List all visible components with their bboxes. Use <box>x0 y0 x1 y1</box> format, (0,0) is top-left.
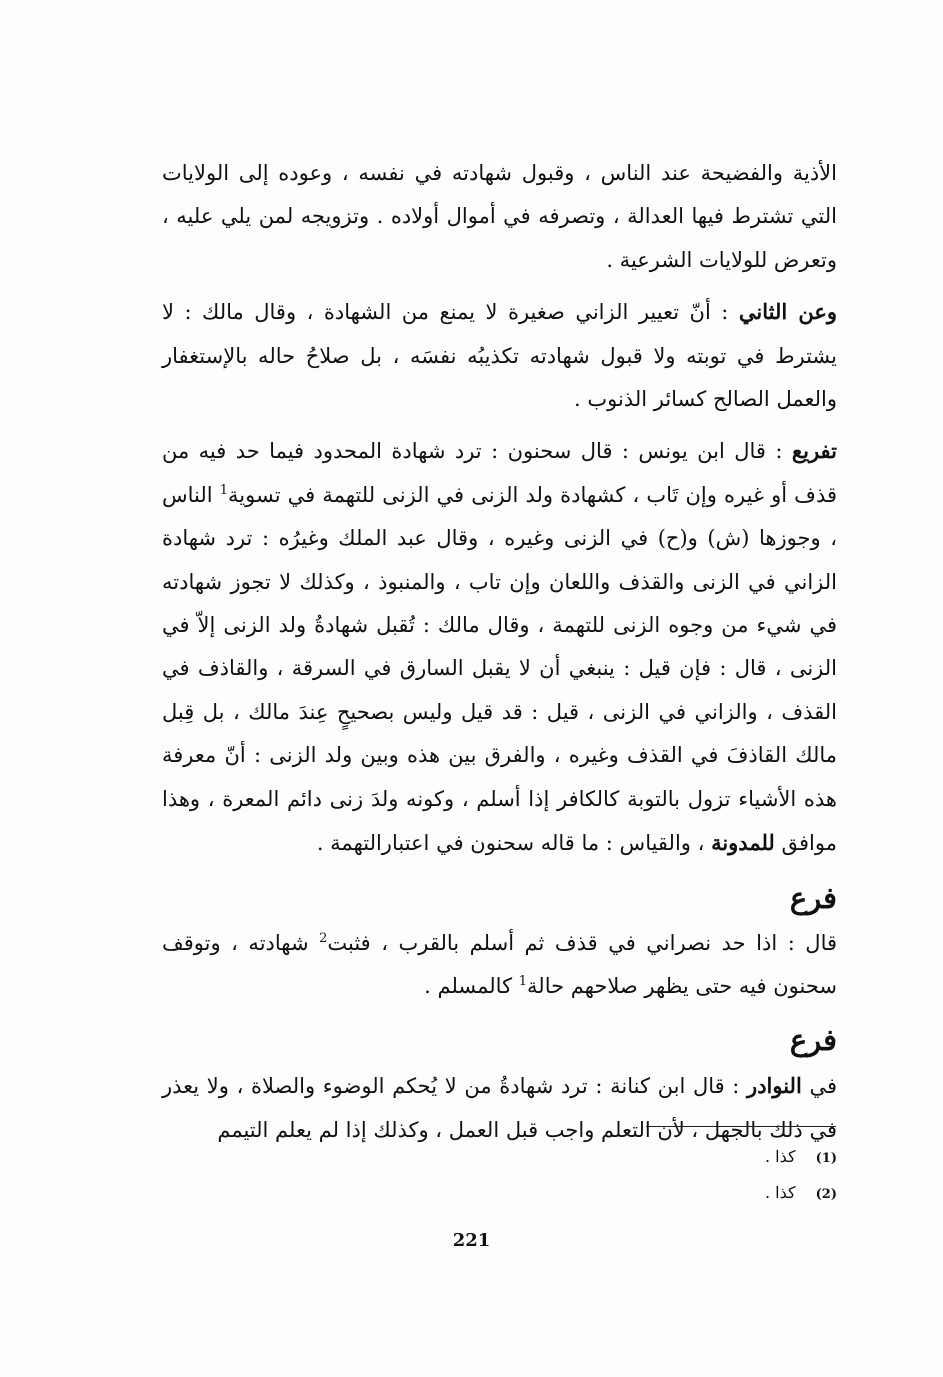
footnote-ref-1: 1 <box>219 482 229 498</box>
paragraph-5-lead: النوادر <box>747 1073 802 1099</box>
paragraph-4-text-b: شهادته ، وتوقف سحنون فيه حتى يظهر صلاحهم حالة <box>162 930 837 998</box>
paragraph-2-lead: وعن الثاني <box>738 299 837 325</box>
paragraph-4-text-c: كالمسلم . <box>424 973 519 998</box>
page-number: 221 <box>452 1230 491 1251</box>
footnote-ref-1b: 1 <box>518 973 528 989</box>
footnote-2-text: كذا . <box>765 1183 796 1202</box>
paragraph-5-prefix: في <box>801 1074 837 1099</box>
footnote-2 <box>600 1176 837 1212</box>
paragraph-3-bold-word: للمدونة <box>711 830 775 856</box>
paragraph-3-lead: تفريع <box>791 438 837 464</box>
section-heading-2: فرع <box>789 1023 837 1058</box>
footnote-1 <box>600 1140 837 1176</box>
footnote-1-number: (1) <box>815 1151 837 1166</box>
paragraph-1-text: الأذية والفضيحة عند الناس ، وقبول شهادته في نفسه ، وعوده إلى الولايات التي تشترط فيها العدالة ، وتصرفه في أموال أولاده . وتزويجه لمن يلي عليه ، وتعرض للولايات الشرعية . <box>162 161 837 272</box>
paragraph-3-text-b: الناس ، وجوزها (ش) و(ح) في الزنى وغيره ، وقال عبد الملك وغيرُه : ترد شهادة الزاني في الزنى والقذف واللعان وإن تاب ، والمنبوذ ، وكذلك لا تجوز شهادته في شيء من وجوه الزنى للتهمة ، وقال مالك : تُقبل شهادةُ ولد الزنى إلاّ في الزنى ، قال : فإن قيل : ينبغي أن لا يقبل السارق في السرقة ، والقاذف في القذف ، والزاني في الزنى ، قيل : قد قيل وليس بصحيحٍ عِندَ مالك ، بل قِبل مالك القاذفَ في القذف وغيره ، والفرق بين هذه وبين ولد الزنى : أنّ معرفة هذه الأشياء تزول بالتوبة كالكافر إذا أسلم ، وكونه ولدَ زنى دائم المعرة ، وهذا موافق <box>162 482 837 856</box>
footnote-ref-2: 2 <box>319 930 328 946</box>
footnote-2-number: (2) <box>815 1187 837 1202</box>
paragraph-3 <box>162 429 837 865</box>
paragraph-2-text: : أنّ تعيير الزاني صغيرة لا يمنع من الشهادة ، وقال مالك : لا يشترط في توبته ولا قبول شهادته تكذيبُه نفسَه ، بل صلاحُ حاله بالإستغفار والعمل الصالح كسائر الذنوب . <box>162 300 837 412</box>
footnotes <box>600 1140 837 1212</box>
paragraph-2 <box>162 290 837 421</box>
paragraph-3-text-a: : قال ابن يونس : قال سحنون : ترد شهادة المحدود فيما حد فيه من قذف أو غيره وإن تَاب ، كشهادة ولد الزنى في الزنى للتهمة في تسوية <box>162 439 838 507</box>
paragraph-3-text-c: ، والقياس : ما قاله سحنون في اعتبارالتهمة . <box>316 831 712 856</box>
paragraph-1 <box>162 152 837 282</box>
footnote-1-text: كذا . <box>765 1147 796 1166</box>
footnote-divider <box>646 1126 836 1127</box>
paragraph-5 <box>162 1064 837 1152</box>
paragraph-5-text: : قال ابن كنانة : ترد شهادةُ من لا يُحكم الوضوء والصلاة ، ولا يعذر في ذلك بالجهل ، لأن التعلم واجب قبل العمل ، وكذلك إذا لم يعلم التيمم <box>162 1074 837 1142</box>
paragraph-4 <box>162 922 837 1009</box>
paragraph-4-text-a: قال : اذا حد نصراني في قذف ثم أسلم بالقرب ، فثبت <box>327 930 838 955</box>
page-body <box>162 152 837 1160</box>
section-heading-1: فرع <box>789 880 837 915</box>
